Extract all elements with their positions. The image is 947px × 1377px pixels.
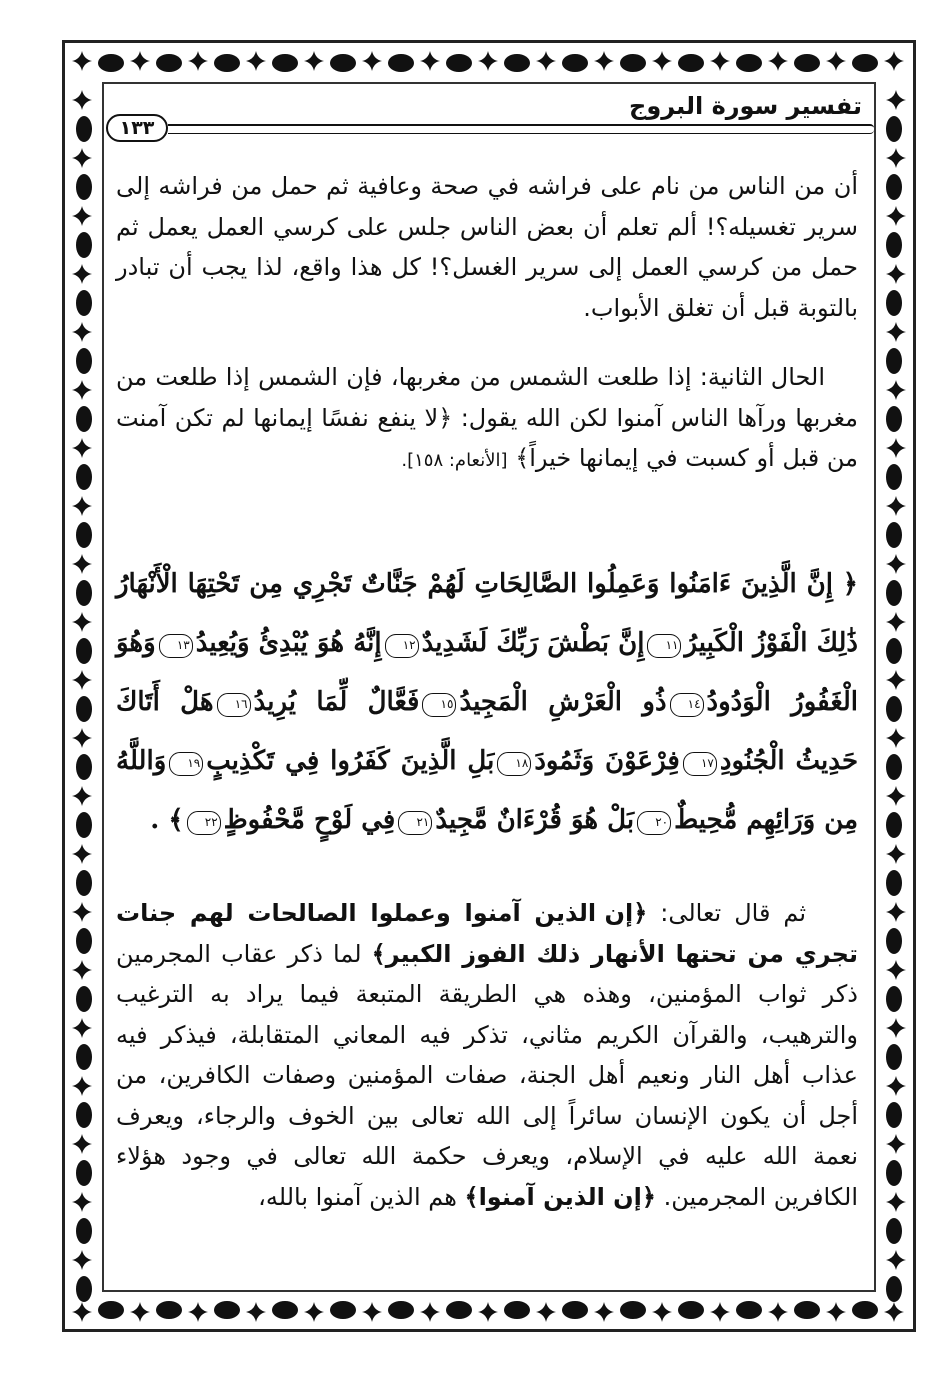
verse-number-marker: ٢٠ (637, 811, 671, 835)
leaf-ornament (76, 928, 92, 954)
verse-number-marker: ١٦ (217, 693, 251, 717)
paragraph-2-reference: [الأنعام: ١٥٨]. (401, 450, 508, 471)
leaf-ornament (330, 1301, 356, 1319)
star-ornament (72, 844, 92, 864)
page-number: ١٣٣ (106, 114, 168, 142)
star-ornament (886, 1250, 906, 1270)
star-ornament (72, 1250, 92, 1270)
leaf-ornament (388, 54, 414, 72)
verse-number-marker: ٢٢ (187, 811, 221, 835)
leaf-ornament (76, 174, 92, 200)
leaf-ornament (886, 696, 902, 722)
star-ornament (246, 1302, 266, 1322)
leaf-ornament (852, 54, 878, 72)
star-ornament (72, 670, 92, 690)
star-ornament (886, 90, 906, 110)
verse-number-marker: ١١ (647, 634, 681, 658)
leaf-ornament (330, 54, 356, 72)
leaf-ornament (76, 522, 92, 548)
leaf-ornament (214, 54, 240, 72)
star-ornament (362, 51, 382, 71)
leaf-ornament (504, 54, 530, 72)
leaf-ornament (794, 54, 820, 72)
star-ornament (886, 554, 906, 574)
leaf-ornament (76, 986, 92, 1012)
paragraph-2-text: الحال الثانية: إذا طلعت الشمس من مغربها، فإن الشمس إذا طلعت من مغربها ورآها الناس آمنوا لكن الله يقول: (116, 363, 859, 432)
star-ornament (130, 1302, 150, 1322)
star-ornament (72, 728, 92, 748)
star-ornament (886, 206, 906, 226)
star-ornament (72, 496, 92, 516)
star-ornament (652, 51, 672, 71)
star-ornament (72, 612, 92, 632)
leaf-ornament (852, 1301, 878, 1319)
star-ornament (246, 51, 266, 71)
header-rule (168, 124, 874, 134)
star-ornament (886, 1134, 906, 1154)
star-ornament (886, 1076, 906, 1096)
leaf-ornament (620, 1301, 646, 1319)
star-ornament (768, 51, 788, 71)
star-ornament (886, 786, 906, 806)
star-ornament (652, 1302, 672, 1322)
leaf-ornament (886, 290, 902, 316)
star-ornament (72, 51, 92, 71)
verse-text: فِي لَوْحٍ مَّحْفُوظٍ (223, 805, 396, 835)
star-ornament (72, 1018, 92, 1038)
leaf-ornament (678, 54, 704, 72)
star-ornament (72, 206, 92, 226)
leaf-ornament (98, 54, 124, 72)
leaf-ornament (886, 928, 902, 954)
verse-number-marker: ١٥ (422, 693, 456, 717)
star-ornament (884, 1302, 904, 1322)
leaf-ornament (388, 1301, 414, 1319)
leaf-ornament (76, 348, 92, 374)
leaf-ornament (272, 54, 298, 72)
verse-number-marker: ١٤ (670, 693, 704, 717)
leaf-ornament (76, 464, 92, 490)
leaf-ornament (886, 1102, 902, 1128)
star-ornament (710, 1302, 730, 1322)
leaf-ornament (678, 1301, 704, 1319)
leaf-ornament (886, 464, 902, 490)
star-ornament (72, 554, 92, 574)
star-ornament (536, 1302, 556, 1322)
leaf-ornament (886, 580, 902, 606)
star-ornament (130, 51, 150, 71)
leaf-ornament (736, 54, 762, 72)
leaf-ornament (886, 116, 902, 142)
leaf-ornament (156, 54, 182, 72)
leaf-ornament (76, 580, 92, 606)
leaf-ornament (272, 1301, 298, 1319)
star-ornament (72, 902, 92, 922)
leaf-ornament (76, 870, 92, 896)
star-ornament (72, 380, 92, 400)
leaf-ornament (886, 1218, 902, 1244)
quran-verses (116, 555, 858, 850)
star-ornament (304, 51, 324, 71)
verse-text: بَلْ هُوَ قُرْءَانٌ مَّجِيدٌ (435, 805, 635, 835)
leaf-ornament (76, 638, 92, 664)
verse-text: بَلِ الَّذِينَ كَفَرُوا فِي تَكْذِيبٍ (206, 746, 495, 776)
paragraph-3-quote-1: ﴿إن الذين آمنوا وعملوا الصالحات لهم جنات تجري من تحتها الأنهار ذلك الفوز الكبير﴾ (116, 899, 858, 968)
leaf-ornament (736, 1301, 762, 1319)
star-ornament (886, 612, 906, 632)
verse-number-marker: ١٢ (385, 634, 419, 658)
leaf-ornament (886, 1044, 902, 1070)
star-ornament (72, 90, 92, 110)
star-ornament (886, 322, 906, 342)
leaf-ornament (562, 1301, 588, 1319)
leaf-ornament (562, 54, 588, 72)
verse-closing-bracket: ﴾ . (150, 805, 184, 835)
leaf-ornament (76, 116, 92, 142)
leaf-ornament (886, 1160, 902, 1186)
star-ornament (768, 1302, 788, 1322)
star-ornament (304, 1302, 324, 1322)
star-ornament (886, 380, 906, 400)
star-ornament (478, 1302, 498, 1322)
star-ornament (72, 1134, 92, 1154)
leaf-ornament (504, 1301, 530, 1319)
verse-text: إِنَّهُ هُوَ يُبْدِئُ وَيُعِيدُ (195, 628, 382, 658)
star-ornament (826, 1302, 846, 1322)
star-ornament (72, 1302, 92, 1322)
star-ornament (886, 264, 906, 284)
verse-number-marker: ١٧ (683, 752, 717, 776)
leaf-ornament (98, 1301, 124, 1319)
leaf-ornament (886, 638, 902, 664)
leaf-ornament (76, 290, 92, 316)
paragraph-2-quote: ﴿لا ينفع نفسًا إيمانها لم تكن آمنت من قبل أو كسبت في إيمانها خيراً﴾ (116, 403, 858, 472)
leaf-ornament (886, 870, 902, 896)
verse-text: ذُو الْعَرْشِ الْمَجِيدُ (459, 687, 667, 717)
verse-number-marker: ١٣ (159, 634, 193, 658)
leaf-ornament (886, 986, 902, 1012)
leaf-ornament (76, 1160, 92, 1186)
star-ornament (886, 670, 906, 690)
leaf-ornament (76, 406, 92, 432)
verse-text: فَعَّالٌ لِّمَا يُرِيدُ (253, 687, 420, 717)
star-ornament (594, 51, 614, 71)
star-ornament (72, 960, 92, 980)
verse-number-marker: ١٩ (169, 752, 203, 776)
leaf-ornament (886, 174, 902, 200)
star-ornament (886, 728, 906, 748)
verse-text: ﴿ إِنَّ الَّذِينَ ءَامَنُوا وَعَمِلُوا الصَّالِحَاتِ لَهُمْ جَنَّاتٌ تَجْرِي مِن تَحْتِهَا الْأَنْهَارُ ذَٰلِكَ الْفَوْزُ الْكَبِيرُ (116, 569, 858, 658)
verse-text: إِنَّ بَطْشَ رَبِّكَ لَشَدِيدٌ (421, 628, 645, 658)
verse-text: وَهُوَ الْغَفُورُ الْوَدُودُ (116, 628, 859, 717)
star-ornament (72, 1076, 92, 1096)
star-ornament (72, 438, 92, 458)
leaf-ornament (794, 1301, 820, 1319)
leaf-ornament (886, 754, 902, 780)
leaf-ornament (76, 696, 92, 722)
paragraph-2 (116, 357, 858, 482)
verse-text: هَلْ أَتَاكَ حَدِيثُ الْجُنُودِ (116, 687, 859, 776)
star-ornament (188, 51, 208, 71)
star-ornament (886, 148, 906, 168)
leaf-ornament (620, 54, 646, 72)
star-ornament (72, 1192, 92, 1212)
leaf-ornament (886, 406, 902, 432)
star-ornament (886, 496, 906, 516)
star-ornament (72, 786, 92, 806)
leaf-ornament (76, 1218, 92, 1244)
star-ornament (188, 1302, 208, 1322)
paragraph-3 (116, 893, 858, 1217)
leaf-ornament (156, 1301, 182, 1319)
leaf-ornament (76, 1044, 92, 1070)
paragraph-3-quote-2: ﴿إن الذين آمنوا﴾ (464, 1182, 656, 1211)
star-ornament (420, 1302, 440, 1322)
star-ornament (594, 1302, 614, 1322)
star-ornament (886, 844, 906, 864)
star-ornament (886, 1192, 906, 1212)
verse-text: فِرْعَوْنَ وَثَمُودَ (534, 746, 680, 776)
star-ornament (826, 51, 846, 71)
verse-number-marker: ٢١ (398, 811, 432, 835)
leaf-ornament (446, 54, 472, 72)
leaf-ornament (886, 522, 902, 548)
paragraph-3-intro: ثم قال تعالى: (647, 899, 807, 927)
star-ornament (886, 902, 906, 922)
leaf-ornament (886, 348, 902, 374)
star-ornament (886, 438, 906, 458)
star-ornament (884, 51, 904, 71)
star-ornament (536, 51, 556, 71)
leaf-ornament (886, 1276, 902, 1302)
leaf-ornament (886, 812, 902, 838)
leaf-ornament (446, 1301, 472, 1319)
verse-number-marker: ١٨ (497, 752, 531, 776)
star-ornament (420, 51, 440, 71)
verse-text: وَاللَّهُ مِن وَرَائِهِم مُّحِيطٌ (116, 746, 858, 835)
leaf-ornament (76, 232, 92, 258)
leaf-ornament (214, 1301, 240, 1319)
paragraph-1: أن من الناس من نام على فراشه في صحة وعافية ثم حمل من فراشه إلى سرير تغسيله؟! ألم تعلم أن بعض الناس جلس على كرسي العمل يعمل ثم حمل من كرسي العمل إلى سرير الغسل؟! كل هذا واقع، لذا يجب أن تبادر بالتوبة قبل أن تغلق الأبواب. (116, 172, 858, 322)
star-ornament (362, 1302, 382, 1322)
leaf-ornament (76, 754, 92, 780)
star-ornament (886, 960, 906, 980)
leaf-ornament (76, 1276, 92, 1302)
star-ornament (478, 51, 498, 71)
running-header (104, 90, 874, 150)
leaf-ornament (76, 1102, 92, 1128)
leaf-ornament (886, 232, 902, 258)
star-ornament (72, 148, 92, 168)
star-ornament (72, 264, 92, 284)
star-ornament (710, 51, 730, 71)
paragraph-3-body: لما ذكر عقاب المجرمين ذكر ثواب المؤمنين، وهذه هي الطريقة المتبعة فيما يراد به الترغيب والترهيب، والقرآن الكريم مثاني، تذكر فيه المعاني المتقابلة، فيذكر فيه عذاب أهل النار ونعيم أهل الجنة، صفات المؤمنين وصفات الكافرين، من أجل أن يكون الإنسان سائراً إلى الله تعالى بين الخوف والرجاء، ويعرف نعمة الله عليه في الإسلام، ويعرف حكمة الله تعالى في وجود هؤلاء الكافرين المجرمين. (116, 939, 858, 1211)
paragraph-3-tail: هم الذين آمنوا بالله، (258, 1182, 465, 1211)
header-title: تفسير سورة البروج (629, 92, 862, 120)
star-ornament (886, 1018, 906, 1038)
star-ornament (72, 322, 92, 342)
leaf-ornament (76, 812, 92, 838)
